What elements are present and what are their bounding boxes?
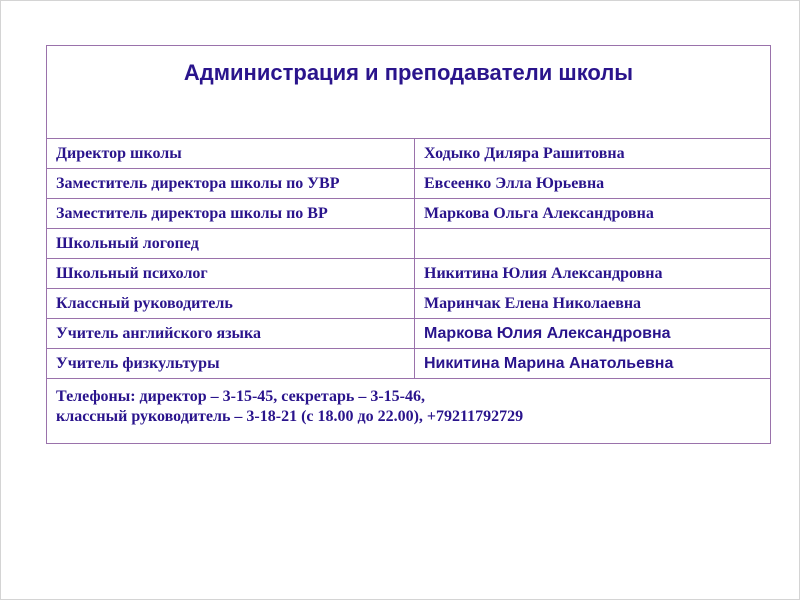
table-row bbox=[47, 319, 771, 349]
role-cell: Учитель английского языка bbox=[47, 319, 415, 349]
table-row bbox=[47, 349, 771, 379]
name-cell: Никитина Марина Анатольевна bbox=[415, 349, 771, 379]
role-cell: Классный руководитель bbox=[47, 289, 415, 319]
role-cell: Школьный логопед bbox=[47, 229, 415, 259]
role-cell: Школьный психолог bbox=[47, 259, 415, 289]
name-cell: Маринчак Елена Николаевна bbox=[415, 289, 771, 319]
title-row bbox=[47, 46, 771, 139]
name-cell bbox=[415, 229, 771, 259]
phones-line-1: Телефоны: директор – 3-15-45, секретарь – 3-15-46, bbox=[56, 388, 425, 405]
name-cell: Маркова Юлия Александровна bbox=[415, 319, 771, 349]
staff-table bbox=[46, 45, 771, 444]
role-cell: Учитель физкультуры bbox=[47, 349, 415, 379]
phones-line-2: классный руководитель – 3-18-21 (с 18.00 до 22.00), +79211792729 bbox=[56, 408, 524, 425]
phones-cell bbox=[47, 379, 771, 444]
table-row bbox=[47, 289, 771, 319]
footer-row bbox=[47, 379, 771, 444]
role-cell: Заместитель директора школы по ВР bbox=[47, 199, 415, 229]
table-row bbox=[47, 169, 771, 199]
table-row bbox=[47, 139, 771, 169]
name-cell: Никитина Юлия Александровна bbox=[415, 259, 771, 289]
table-row bbox=[47, 229, 771, 259]
table-row bbox=[47, 199, 771, 229]
name-cell: Евсеенко Элла Юрьевна bbox=[415, 169, 771, 199]
name-cell: Ходыко Диляра Рашитовна bbox=[415, 139, 771, 169]
table-row bbox=[47, 259, 771, 289]
role-cell: Директор школы bbox=[47, 139, 415, 169]
role-cell: Заместитель директора школы по УВР bbox=[47, 169, 415, 199]
name-cell: Маркова Ольга Александровна bbox=[415, 199, 771, 229]
table-title: Администрация и преподаватели школы bbox=[47, 46, 771, 139]
